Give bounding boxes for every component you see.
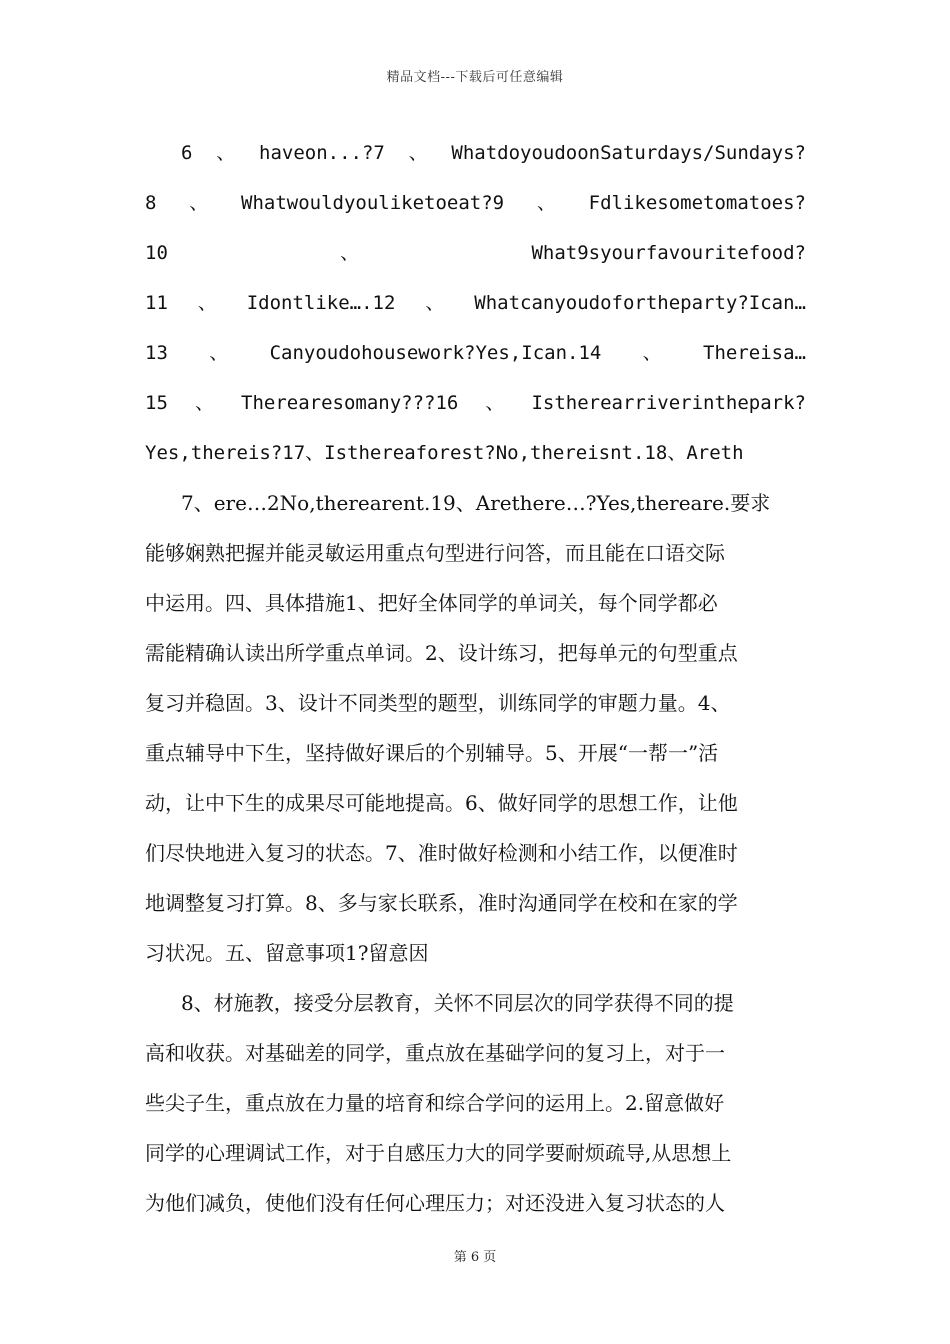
line-segment: Therearesomany???16	[241, 392, 459, 414]
line-segment: Canyoudohousework?Yes,Ican.14	[269, 342, 602, 364]
line-segment: 、	[408, 142, 428, 164]
paragraph-line: 需能精确认读出所学重点单词。2、设计练习，把每单元的句型重点	[145, 641, 738, 665]
paragraph-line: 些尖子生，重点放在力量的培育和综合学问的运用上。2.留意做好	[145, 1091, 725, 1115]
page-header: 精品文档---下载后可任意编辑	[386, 70, 564, 85]
page-number: 第 6 页	[453, 1250, 497, 1265]
line-segment: 、	[209, 342, 229, 364]
text-line	[145, 378, 806, 428]
line-segment: Fdlikesometomatoes?	[588, 192, 806, 214]
text-line: Yes,thereis?17、Isthereaforest?No,thereisnt.18、Areth	[145, 442, 744, 464]
line-segment: 13	[145, 342, 168, 364]
text-line	[145, 178, 806, 228]
line-segment: 10	[145, 242, 168, 264]
paragraph-line: 习状况。五、留意事项1?留意因	[145, 941, 429, 965]
line-segment: Whatcanyoudofortheparty?Ican…	[474, 292, 806, 314]
paragraph-line: 们尽快地进入复习的状态。7、准时做好检测和小结工作，以便准时	[145, 841, 738, 865]
line-segment: 8	[145, 192, 157, 214]
paragraph-line: 同学的心理调试工作，对于自感压力大的同学要耐烦疏导,从思想上	[145, 1141, 732, 1165]
line-segment: haveon...?7	[259, 142, 385, 164]
paragraph-line: 7、ere…2No,therearent.19、Arethere…?Yes,thereare.要求	[181, 491, 771, 515]
line-segment: 、	[189, 192, 209, 214]
line-segment: What9syourfavouritefood?	[531, 242, 806, 264]
line-segment: 、	[197, 292, 217, 314]
line-segment: 6	[181, 142, 193, 164]
text-line	[145, 278, 806, 328]
text-line	[145, 228, 806, 278]
paragraph-line: 8、材施教，接受分层教育，关怀不同层次的同学获得不同的提	[181, 991, 734, 1015]
line-segment: 11	[145, 292, 168, 314]
paragraph-line: 动，让中下生的成果尽可能地提高。6、做好同学的思想工作，让他	[145, 791, 738, 815]
paragraph-line: 地调整复习打算。8、多与家长联系，准时沟通同学在校和在家的学	[145, 891, 738, 915]
text-line	[145, 328, 806, 378]
line-segment: Thereisa…	[703, 342, 806, 364]
line-segment: 、	[194, 392, 214, 414]
line-segment: 、	[642, 342, 662, 364]
line-segment: 、	[216, 142, 236, 164]
paragraph-line: 高和收获。对基础差的同学，重点放在基础学问的复习上，对于一	[145, 1041, 725, 1065]
paragraph-line: 中运用。四、具体措施1、把好全体同学的单词关，每个同学都必	[145, 591, 718, 615]
text-line	[145, 128, 806, 178]
paragraph-line: 复习并稳固。3、设计不同类型的题型，训练同学的审题力量。4、	[145, 691, 731, 715]
line-segment: Istherearriverinthepark?	[531, 392, 806, 414]
line-segment: 、	[536, 192, 556, 214]
line-segment: 、	[425, 292, 445, 314]
paragraph-line: 重点辅导中下生，坚持做好课后的个别辅导。5、开展“一帮一”活	[145, 741, 719, 765]
line-segment: Whatwouldyouliketoeat?9	[241, 192, 505, 214]
line-segment: WhatdoyoudoonSaturdays/Sundays?	[451, 142, 806, 164]
line-segment: 、	[340, 242, 360, 264]
line-segment: Idontlike….12	[246, 292, 396, 314]
line-segment: 、	[485, 392, 505, 414]
paragraph-line: 为他们减负，使他们没有任何心理压力；对还没进入复习状态的人	[145, 1191, 725, 1215]
paragraph-line: 能够娴熟把握并能灵敏运用重点句型进行问答，而且能在口语交际	[145, 541, 725, 565]
line-segment: 15	[145, 392, 168, 414]
document-body	[145, 128, 806, 1228]
